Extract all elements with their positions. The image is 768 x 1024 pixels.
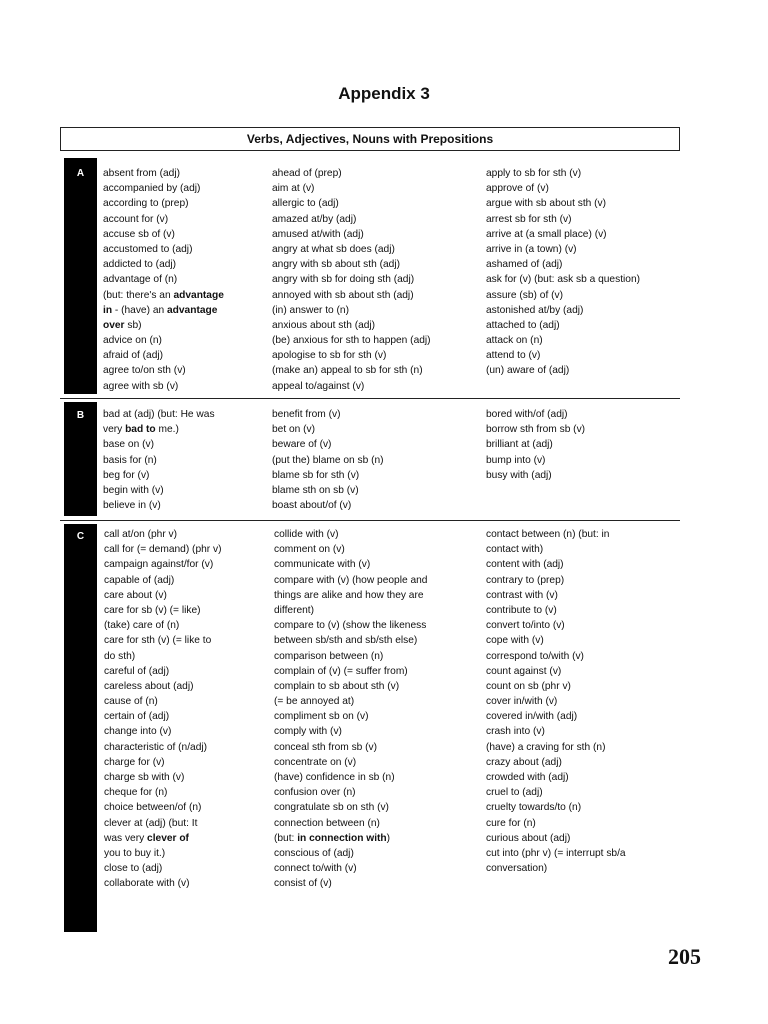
entry-line: comment on (v) (274, 544, 345, 556)
entry-line: curious about (adj) (486, 832, 571, 844)
entry-line: (but: in connection with) (274, 832, 391, 844)
entry-line: attack on (n) (486, 335, 543, 347)
entry-line: beware of (v) (272, 439, 332, 451)
entry-line: attend to (v) (486, 350, 541, 362)
entry-line: content with (adj) (486, 559, 564, 571)
entry-line: (put the) blame on sb (n) (272, 454, 384, 466)
entry-line: accuse sb of (v) (103, 228, 175, 240)
entry-line: anxious about sth (adj) (272, 319, 376, 331)
section-c-col-2 (274, 527, 427, 892)
entry-line: (= be annoyed at) (274, 696, 355, 708)
entry-line: certain of (adj) (104, 711, 170, 723)
entry-line: (un) aware of (adj) (486, 365, 570, 377)
entry-line: complain of (v) (= suffer from) (274, 665, 408, 677)
entry-line: complain to sb about sth (v) (274, 680, 400, 692)
entry-line: concentrate on (v) (274, 756, 357, 768)
entry-line: aim at (v) (272, 183, 315, 195)
entry-line: bored with/of (adj) (486, 409, 568, 420)
entry-line: cover in/with (v) (486, 696, 558, 708)
entry-line: arrive at (a small place) (v) (486, 228, 607, 240)
entry-line: begin with (v) (103, 484, 164, 496)
entry-line: appeal to/against (v) (272, 380, 365, 392)
entry-line: communicate with (v) (274, 559, 371, 571)
section-b-col-3 (486, 407, 585, 483)
entry-line: contribute to (v) (486, 604, 557, 616)
section-b-col-2 (272, 407, 384, 513)
entry-line: convert to/into (v) (486, 620, 565, 632)
entry-line: conceal sth from sb (v) (274, 741, 378, 753)
section-divider (60, 398, 680, 399)
entry-line: collaborate with (v) (104, 878, 190, 890)
entry-line: angry at what sb does (adj) (272, 243, 395, 255)
entry-line: in - (have) an advantage (103, 304, 218, 316)
entry-line: choice between/of (n) (104, 802, 202, 814)
entry-line: amused at/with (adj) (272, 228, 364, 240)
entry-line: blame sth on sb (v) (272, 484, 359, 496)
page-title: Appendix 3 (338, 84, 430, 103)
entry-line: beg for (v) (103, 469, 150, 481)
entry-line: assure (sb) of (v) (486, 289, 563, 301)
entry-line: capable of (adj) (104, 574, 175, 586)
entry-line: careless about (adj) (104, 680, 194, 692)
entry-line: cheque for (n) (104, 787, 168, 799)
entry-line: contrast with (v) (486, 589, 558, 601)
entry-line: compare to (v) (show the likeness (274, 620, 427, 632)
entry-line: contact between (n) (but: in (486, 529, 610, 540)
entry-line: (have) confidence in sb (n) (274, 772, 395, 783)
entry-line: conscious of (adj) (274, 847, 354, 859)
entry-line: confusion over (n) (274, 787, 356, 799)
entry-line: congratulate sb on sth (v) (274, 802, 389, 814)
entry-line: compare with (v) (how people and (274, 574, 428, 586)
entry-line: attached to (adj) (486, 319, 560, 331)
entry-line: charge for (v) (104, 756, 165, 768)
section-letter-b: B (76, 410, 85, 421)
entry-line: compliment sb on (v) (274, 711, 369, 723)
entry-line: (be) anxious for sth to happen (adj) (272, 335, 431, 347)
section-bar-a (64, 158, 97, 394)
entry-line: bet on (v) (272, 424, 316, 436)
entry-line: very bad to me.) (103, 424, 179, 436)
entry-line: do sth) (104, 650, 136, 662)
entry-line: believe in (v) (103, 500, 161, 512)
entry-line: was very clever of (104, 832, 189, 844)
entry-line: connection between (n) (274, 817, 380, 829)
entry-line: advice on (n) (103, 335, 162, 347)
entry-line: crash into (v) (486, 726, 545, 738)
entry-line: cause of (n) (104, 696, 158, 708)
entry-line: charge sb with (v) (104, 772, 185, 783)
entry-line: arrest sb for sth (v) (486, 213, 572, 225)
entry-line: contrary to (prep) (486, 574, 565, 586)
entry-line: accustomed to (adj) (103, 243, 193, 255)
entry-line: agree to/on sth (v) (103, 365, 186, 377)
entry-line: collide with (v) (274, 529, 339, 540)
entry-line: characteristic of (n/adj) (104, 741, 208, 753)
entry-line: approve of (v) (486, 183, 549, 195)
entry-line: busy with (adj) (486, 469, 552, 481)
entry-line: angry with sb for doing sth (adj) (272, 274, 415, 286)
entry-line: (have) a craving for sth (n) (486, 741, 606, 753)
entry-line: apply to sb for sth (v) (486, 168, 582, 179)
entry-line: comparison between (n) (274, 650, 384, 662)
section-letter-a: A (76, 168, 85, 179)
section-c-col-3 (486, 527, 626, 876)
entry-line: angry with sb about sth (adj) (272, 259, 400, 271)
entry-line: count against (v) (486, 665, 562, 677)
entry-line: cope with (v) (486, 635, 544, 647)
entry-line: ahead of (prep) (272, 168, 342, 179)
entry-line: crowded with (adj) (486, 772, 569, 783)
entry-line: base on (v) (103, 439, 154, 451)
section-a-col-2 (272, 166, 431, 394)
entry-line: over sb) (103, 319, 142, 331)
entry-line: call at/on (phr v) (104, 529, 178, 540)
entry-line: bump into (v) (486, 454, 546, 466)
entry-line: different) (274, 604, 315, 616)
entry-line: absent from (adj) (103, 168, 181, 179)
section-c-col-1 (104, 527, 221, 892)
entry-line: cure for (n) (486, 817, 536, 829)
entry-line: apologise to sb for sth (v) (272, 350, 387, 362)
entry-line: advantage of (n) (103, 274, 178, 286)
section-divider (60, 520, 680, 521)
entry-line: close to (adj) (104, 863, 163, 875)
entry-line: borrow sth from sb (v) (486, 424, 586, 436)
entry-line: agree with sb (v) (103, 380, 179, 392)
entry-line: basis for (n) (103, 454, 157, 466)
section-letter-c: C (76, 531, 85, 542)
entry-line: boast about/of (v) (272, 500, 352, 512)
entry-line: accompanied by (adj) (103, 183, 201, 195)
section-bar-c (64, 524, 97, 932)
entry-line: comply with (v) (274, 726, 342, 738)
entry-line: annoyed with sb about sth (adj) (272, 289, 414, 301)
entry-line: count on sb (phr v) (486, 680, 571, 692)
entry-line: argue with sb about sth (v) (486, 198, 607, 210)
entry-line: addicted to (adj) (103, 259, 177, 271)
entry-line: (but: there's an advantage (103, 289, 224, 301)
entry-line: cruelty towards/to (n) (486, 802, 582, 814)
entry-line: care about (v) (104, 589, 167, 601)
entry-line: you to buy it.) (104, 847, 166, 859)
entry-line: careful of (adj) (104, 665, 170, 677)
page-number: 205 (668, 944, 701, 969)
entry-line: campaign against/for (v) (104, 559, 214, 571)
entry-line: benefit from (v) (272, 409, 341, 420)
entry-line: things are alike and how they are (274, 589, 424, 601)
entry-line: ashamed of (adj) (486, 259, 563, 271)
entry-line: amazed at/by (adj) (272, 213, 357, 225)
section-a-col-3 (486, 166, 640, 379)
entry-line: (take) care of (n) (104, 620, 180, 632)
entry-line: astonished at/by (adj) (486, 304, 584, 316)
entry-line: consist of (v) (274, 878, 332, 890)
entry-line: change into (v) (104, 726, 172, 738)
table-header: Verbs, Adjectives, Nouns with Prepositions (60, 127, 680, 151)
entry-line: blame sb for sth (v) (272, 469, 360, 481)
entry-line: cruel to (adj) (486, 787, 543, 799)
entry-line: cut into (phr v) (= interrupt sb/a (486, 847, 626, 859)
entry-line: clever at (adj) (but: It (104, 817, 198, 829)
entry-line: care for sth (v) (= like to (104, 635, 212, 647)
entry-line: call for (= demand) (phr v) (104, 544, 222, 556)
entry-line: account for (v) (103, 213, 169, 225)
entry-line: (make an) appeal to sb for sth (n) (272, 365, 423, 377)
entry-line: conversation) (486, 863, 548, 875)
entry-line: according to (prep) (103, 198, 189, 210)
entry-line: afraid of (adj) (103, 350, 164, 362)
entry-line: bad at (adj) (but: He was (103, 409, 215, 420)
entry-line: brilliant at (adj) (486, 439, 553, 451)
entry-line: ask for (v) (but: ask sb a question) (486, 274, 641, 286)
entry-line: connect to/with (v) (274, 863, 357, 875)
entry-line: care for sb (v) (= like) (104, 604, 201, 616)
entry-line: crazy about (adj) (486, 756, 562, 768)
section-b-col-1 (103, 407, 215, 513)
entry-line: contact with) (486, 544, 544, 556)
entry-line: correspond to/with (v) (486, 650, 584, 662)
entry-line: allergic to (adj) (272, 198, 339, 210)
section-a-col-1 (103, 166, 224, 394)
entry-line: (in) answer to (n) (272, 304, 349, 316)
entry-line: arrive in (a town) (v) (486, 243, 577, 255)
entry-line: covered in/with (adj) (486, 711, 578, 723)
entry-line: between sb/sth and sb/sth else) (274, 635, 418, 647)
